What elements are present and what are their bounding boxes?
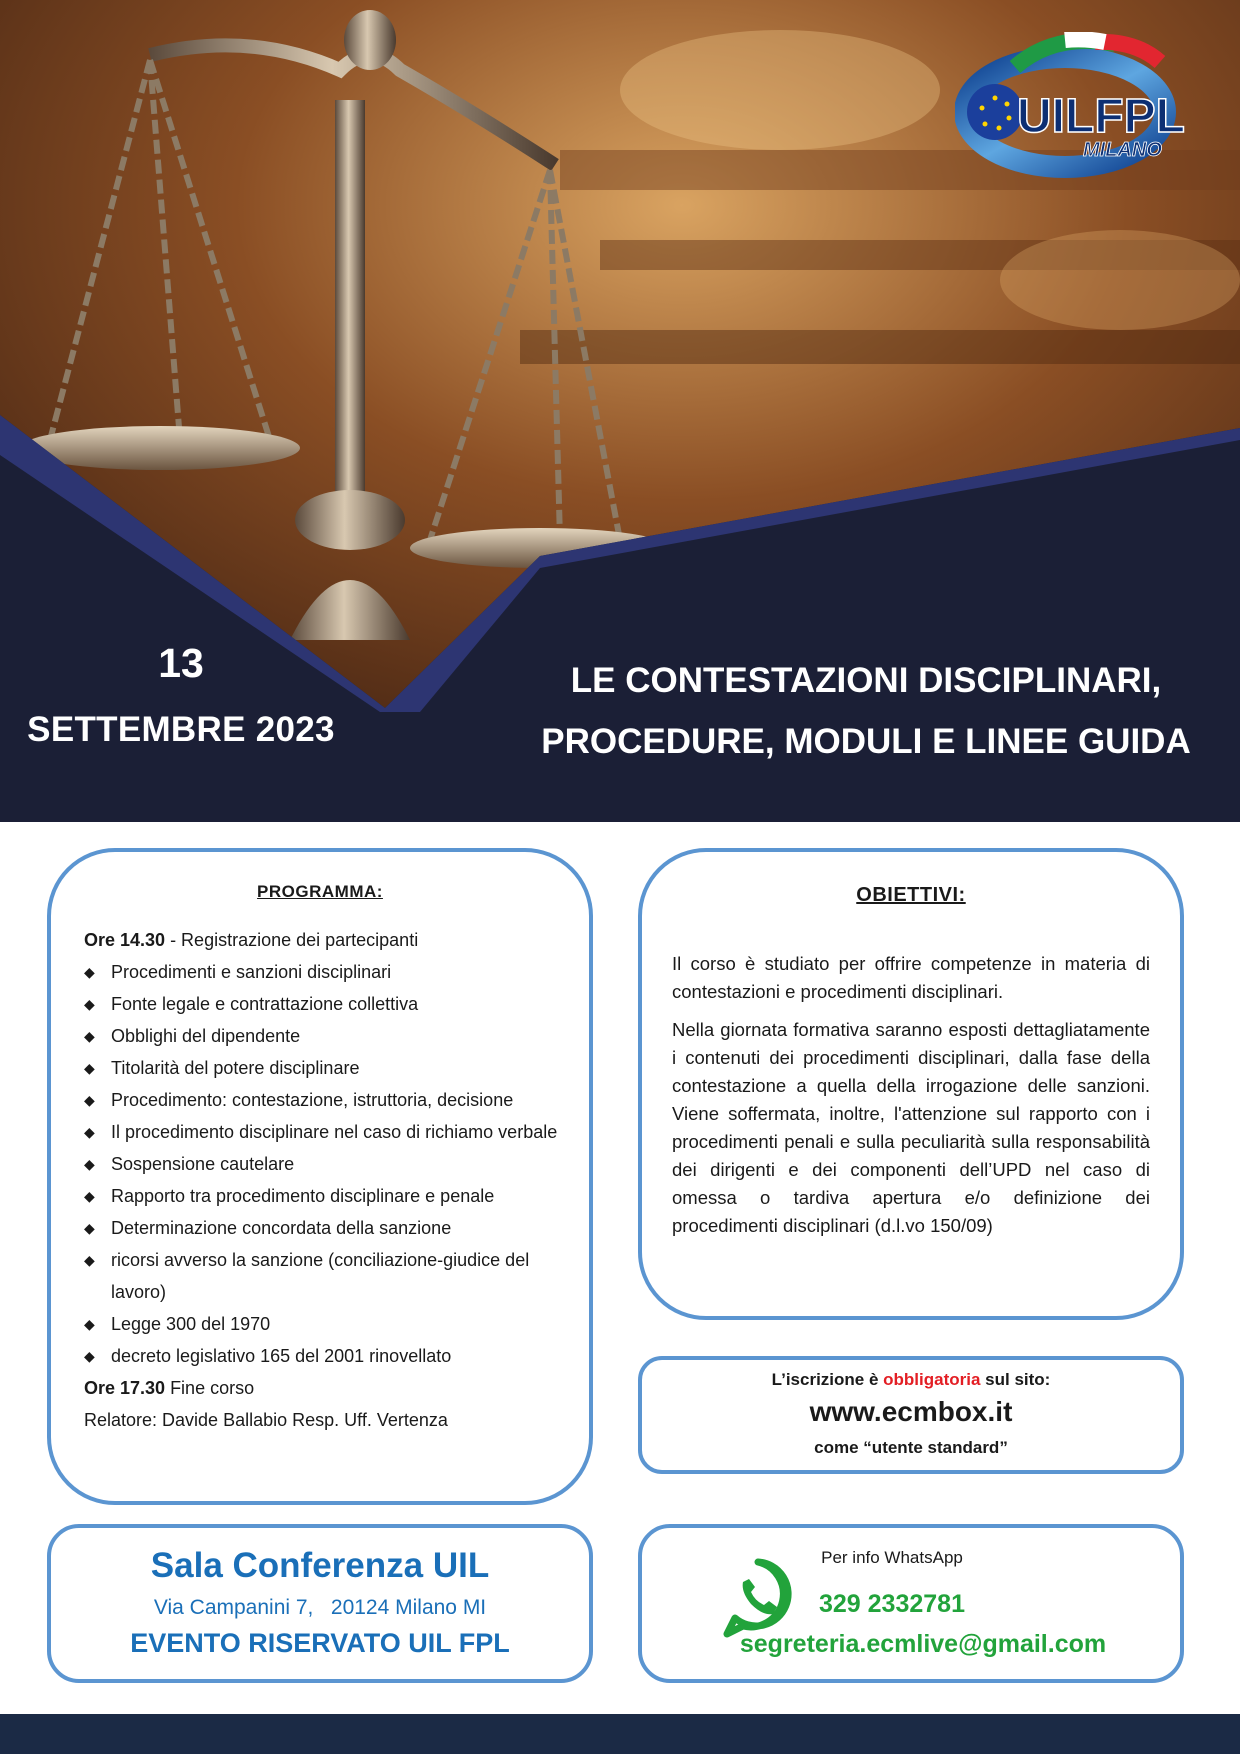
program-item <box>84 956 574 988</box>
registration-box <box>638 1356 1184 1474</box>
objectives-text <box>672 950 1150 1250</box>
program-item-text: Legge 300 del 1970 <box>111 1314 271 1334</box>
registration-site-link[interactable]: www.ecmbox.it <box>809 1396 1013 1427</box>
program-item <box>84 1180 574 1212</box>
program-item-text: decreto legislativo 165 del 2001 rinovellato <box>111 1346 452 1366</box>
program-list <box>84 924 574 1436</box>
program-item <box>84 1212 574 1244</box>
program-item-text: Sospensione cautelare <box>111 1154 295 1174</box>
program-item-text: Determinazione concordata della sanzione <box>111 1218 452 1238</box>
program-end-time: Ore 17.30 <box>84 1378 166 1398</box>
program-item <box>84 1052 574 1084</box>
registration-user-type: come “utente standard” <box>814 1438 1008 1457</box>
program-item <box>84 1148 574 1180</box>
logo-text: UILFPL <box>1017 90 1185 143</box>
event-title-line-1: LE CONTESTAZIONI DISCIPLINARI, <box>570 661 1162 700</box>
diamond-bullet-icon: ◆ <box>84 1252 95 1268</box>
venue-address: Via Campanini 7, 20124 Milano MI <box>153 1596 487 1619</box>
contact-label: Per info WhatsApp <box>821 1548 963 1567</box>
program-end-text: Fine corso <box>165 1378 255 1398</box>
program-item <box>84 1116 574 1148</box>
event-title-line-2: PROCEDURE, MODULI E LINEE GUIDA <box>541 722 1191 761</box>
objectives-paragraph-1: Il corso è studiato per offrire competenze in materia di contestazioni e procedimenti disciplinari. <box>672 953 1150 1002</box>
program-item <box>84 1020 574 1052</box>
logo-subtext: MILANO <box>1083 139 1162 161</box>
program-item-text: Procedimenti e sanzioni disciplinari <box>111 962 392 982</box>
diamond-bullet-icon: ◆ <box>84 1092 95 1108</box>
objectives-box <box>638 848 1184 1320</box>
program-start-time: Ore 14.30 <box>84 930 166 950</box>
venue-box <box>47 1524 593 1683</box>
program-item-text: Il procedimento disciplinare nel caso di richiamo verbale <box>111 1122 558 1142</box>
venue-name: Sala Conferenza UIL <box>150 1546 490 1585</box>
program-box <box>47 848 593 1505</box>
program-item-text: Titolarità del potere disciplinare <box>111 1058 360 1078</box>
contact-email[interactable]: segreteria.ecmlive@gmail.com <box>739 1630 1107 1658</box>
footer-bar <box>0 1714 1240 1754</box>
diamond-bullet-icon: ◆ <box>84 1156 95 1172</box>
diamond-bullet-icon: ◆ <box>84 1124 95 1140</box>
program-item <box>84 1340 574 1372</box>
program-item <box>84 988 574 1020</box>
diamond-bullet-icon: ◆ <box>84 1316 95 1332</box>
diamond-bullet-icon: ◆ <box>84 1348 95 1364</box>
program-heading: PROGRAMMA: <box>257 882 383 901</box>
event-title <box>520 650 1212 772</box>
venue-event-note: EVENTO RISERVATO UIL FPL <box>130 1628 510 1658</box>
objectives-heading: OBIETTIVI: <box>856 884 966 906</box>
program-item <box>84 1244 574 1308</box>
registration-suffix: sul sito: <box>980 1370 1051 1389</box>
program-item <box>84 1308 574 1340</box>
program-item-text: Fonte legale e contrattazione collettiva <box>111 994 419 1014</box>
registration-prefix: L’iscrizione è <box>771 1370 884 1389</box>
event-day: 13 <box>158 640 204 686</box>
uilfpl-logo <box>955 32 1185 182</box>
program-end <box>84 1372 574 1404</box>
program-item-text: Rapporto tra procedimento disciplinare e penale <box>111 1186 495 1206</box>
diamond-bullet-icon: ◆ <box>84 1188 95 1204</box>
program-item-text: ricorsi avverso la sanzione (conciliazione-giudice del lavoro) <box>111 1250 530 1302</box>
contact-phone[interactable]: 329 2332781 <box>819 1590 965 1618</box>
diamond-bullet-icon: ◆ <box>84 1060 95 1076</box>
program-start <box>84 924 574 956</box>
contact-box <box>638 1524 1184 1683</box>
objectives-paragraph-2: Nella giornata formativa saranno esposti dettagliatamente i contenuti dei procedimenti disciplinari, dalla fase della contestazione a quella della irrogazione delle sanzioni. Viene soffermata, inoltre, l'attenzione sul rapporto con i procedimenti penali e sulla peculiarità sulla responsabilità dei dirigenti e dei componenti dell’UPD nel caso di omessa o tardiva apertura e/o definizione dei procedimenti disciplinari (d.l.vo 150/09) <box>672 1019 1150 1236</box>
registration-notice <box>642 1370 1180 1390</box>
program-item <box>84 1084 574 1116</box>
program-speaker: Relatore: Davide Ballabio Resp. Uff. Vertenza <box>84 1410 448 1430</box>
program-item-text: Procedimento: contestazione, istruttoria, decisione <box>111 1090 514 1110</box>
program-start-text: - Registrazione dei partecipanti <box>165 930 419 950</box>
event-month-year: SETTEMBRE 2023 <box>27 710 335 749</box>
diamond-bullet-icon: ◆ <box>84 964 95 980</box>
diamond-bullet-icon: ◆ <box>84 996 95 1012</box>
header-banner <box>0 0 1240 822</box>
program-item-text: Obblighi del dipendente <box>111 1026 301 1046</box>
diamond-bullet-icon: ◆ <box>84 1220 95 1236</box>
registration-mandatory: obbligatoria <box>883 1370 981 1389</box>
diamond-bullet-icon: ◆ <box>84 1028 95 1044</box>
